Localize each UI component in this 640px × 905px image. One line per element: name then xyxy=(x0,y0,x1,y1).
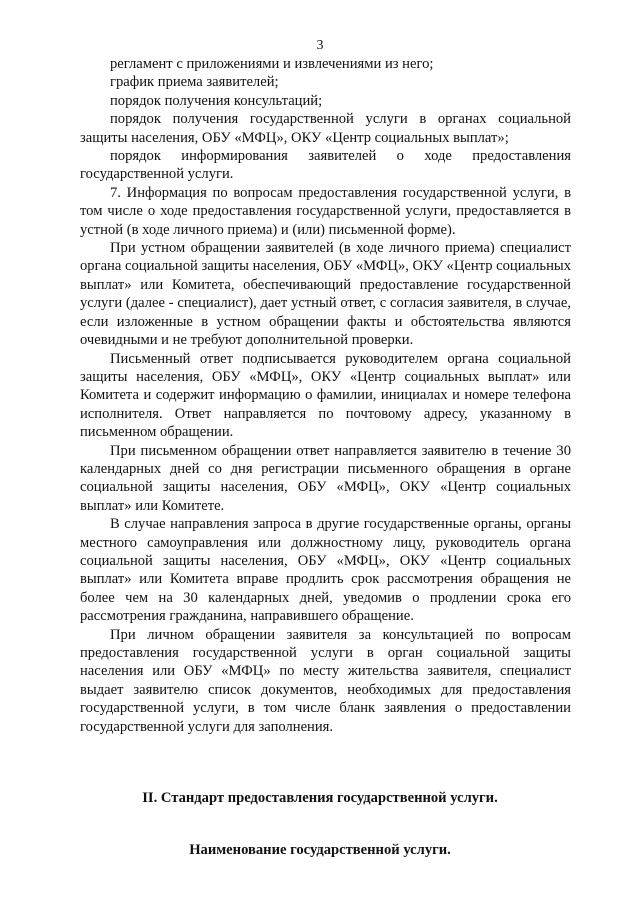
page-number: 3 xyxy=(316,38,324,53)
paragraph-personal-consultation: При личном обращении заявителя за консультацией по вопросам предоставления государственной услуги в орган социальной защиты населения или ОБУ «МФЦ» по месту жительства заявителя, специалист выдает заявителю список документов, необходимых для предоставления государственной услуги, в том числе бланк заявления о предоставлении государственной услуги для заполнения. xyxy=(80,626,571,735)
subsection-title: Наименование государственной услуги. xyxy=(189,842,451,858)
paragraph-oral-request: При устном обращении заявителей (в ходе личного приема) специалист органа социальной защиты населения, ОБУ «МФЦ», ОКУ «Центр социальных выплат» или Комитета, обеспечивающий предоставление государственной услуги (далее - специалист), дает устный ответ, с согласия заявителя, в случае, если изложенные в устном обращении факты и обстоятельства являются очевидными и не требуют дополнительной проверки. xyxy=(80,240,571,349)
paragraph-schedule: график приема заявителей; xyxy=(110,74,279,91)
paragraph-consultations: порядок получения консультаций; xyxy=(110,92,323,109)
section-title: II. Стандарт предоставления государственной услуги. xyxy=(142,790,498,806)
paragraph-written-answer: Письменный ответ подписывается руководителем органа социальной защиты населения, ОБУ «МФЦ», ОКУ «Центр социальных выплат» или Комитета и содержит информацию о фамилии, инициалах и номере телефона исполнителя. Ответ направляется по почтовому адресу, указанному в письменном обращении. xyxy=(80,350,571,441)
paragraph-written-request: При письменном обращении ответ направляется заявителю в течение 30 календарных дней со дня регистрации письменного обращения в органе социальной защиты населения, ОБУ «МФЦ», ОКУ «Центр социальных выплат» или Комитете. xyxy=(80,442,571,514)
paragraph-request-extension: В случае направления запроса в другие государственные органы, органы местного самоуправления или должностному лицу, руководитель органа социальной защиты населения, ОБУ «МФЦ», ОКУ «Центр социальных выплат» или Комитета вправе продлить срок рассмотрения обращения не более чем на 30 календарных дней, уведомив о продлении срока его рассмотрения гражданина, направившего обращение. xyxy=(80,516,571,625)
paragraph-service-order: порядок получения государственной услуги в органах социальной защиты населения, ОБУ «МФЦ», ОКУ «Центр социальных выплат»; xyxy=(80,111,571,146)
paragraph-informing-order: порядок информирования заявителей о ходе предоставления государственной услуги. xyxy=(80,148,571,183)
paragraph-regulation: регламент с приложениями и извлечениями из него; xyxy=(110,56,434,72)
paragraph-item-7: 7. Информация по вопросам предоставления государственной услуги, в том числе о ходе предоставления государственной услуги, предоставляется в устной (в ходе личного приема) и (или) письменной форме). xyxy=(80,184,571,238)
body-text xyxy=(80,55,571,736)
